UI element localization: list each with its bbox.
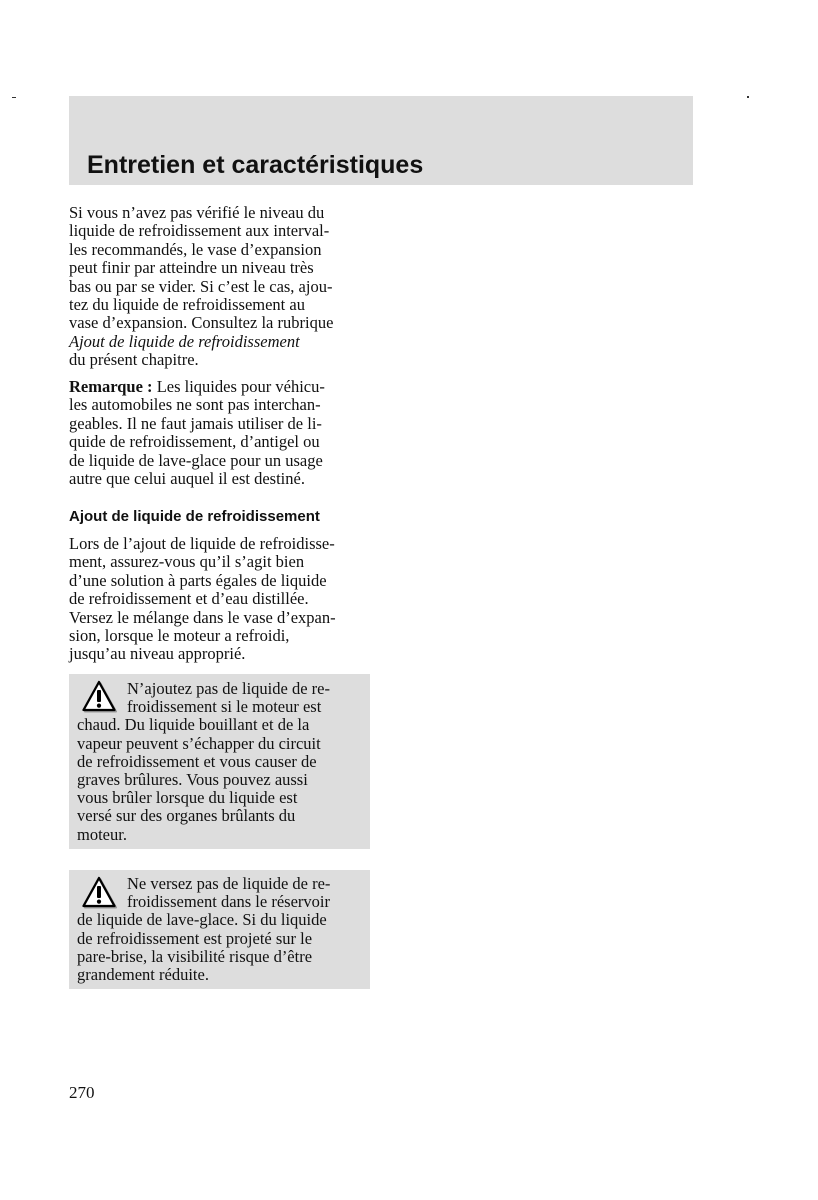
body-line: du présent chapitre.	[69, 350, 199, 370]
warning-line: moteur.	[77, 824, 127, 844]
body-line: peut finir par atteindre un niveau très	[69, 258, 314, 278]
warning-line: graves brûlures. Vous pouvez aussi	[77, 769, 308, 789]
body-line: Versez le mélange dans le vase d’expan-	[69, 607, 336, 627]
remark-paragraph	[69, 378, 369, 488]
body-line: geables. Il ne faut jamais utiliser de li-	[69, 413, 322, 433]
remark-label: Remarque :	[69, 377, 153, 396]
body-line: jusqu’au niveau approprié.	[69, 644, 246, 664]
section-heading: Ajout de liquide de refroidissement	[69, 508, 320, 525]
warning-line: grandement réduite.	[77, 964, 209, 984]
warning-line: chaud. Du liquide bouillant et de la	[77, 715, 310, 735]
body-line: sion, lorsque le moteur a refroidi,	[69, 625, 290, 645]
warning-line: vous brûler lorsque du liquide est	[77, 788, 298, 808]
warning-line: Ne versez pas de liquide de re-	[127, 874, 331, 893]
cross-reference: Ajout de liquide de refroidissement	[69, 331, 300, 351]
body-line: liquide de refroidissement aux interval-	[69, 221, 330, 241]
warning-line: de refroidissement est projeté sur le	[77, 928, 313, 948]
chapter-title: Entretien et caractéristiques	[87, 151, 424, 179]
warning-line: versé sur des organes brûlants du	[77, 806, 296, 826]
body-line: de liquide de lave-glace pour un usage	[69, 450, 323, 470]
warning-box	[69, 674, 370, 849]
body-line: Lors de l’ajout de liquide de refroidisse-	[69, 534, 335, 553]
warning-line: pare-brise, la visibilité risque d’être	[77, 946, 313, 966]
body-line: quide de refroidissement, d’antigel ou	[69, 432, 320, 452]
crop-mark	[747, 96, 749, 98]
warning-box	[69, 870, 370, 989]
warning-line: froidissement si le moteur est	[127, 697, 322, 717]
warning-line: vapeur peuvent s’échapper du circuit	[77, 733, 321, 753]
section-paragraph	[69, 535, 369, 664]
remark-text: Les liquides pour véhicu-	[156, 377, 325, 396]
crop-mark	[12, 97, 16, 98]
warning-triangle-icon	[81, 680, 117, 714]
body-line: les automobiles ne sont pas interchan-	[69, 395, 321, 415]
body-line: tez du liquide de refroidissement au	[69, 294, 305, 314]
body-line: d’une solution à parts égales de liquide	[69, 570, 327, 590]
warning-line: de refroidissement et vous causer de	[77, 751, 317, 771]
warning-line: froidissement dans le réservoir	[127, 892, 330, 912]
body-line: de refroidissement et d’eau distillée.	[69, 589, 309, 609]
warning-triangle-icon	[81, 876, 117, 910]
warning-line: de liquide de lave-glace. Si du liquide	[77, 910, 327, 930]
body-line: ment, assurez-vous qu’il s’agit bien	[69, 552, 305, 572]
body-line: les recommandés, le vase d’expansion	[69, 239, 322, 259]
body-line: autre que celui auquel il est destiné.	[69, 468, 305, 488]
intro-paragraph	[69, 204, 369, 370]
body-line	[69, 378, 369, 396]
chapter-header	[69, 96, 693, 185]
body-line: Si vous n’avez pas vérifié le niveau du	[69, 203, 325, 222]
body-line: vase d’expansion. Consultez la rubrique	[69, 313, 334, 333]
warning-line: N’ajoutez pas de liquide de re-	[127, 679, 330, 698]
body-line: bas ou par se vider. Si c’est le cas, ajou-	[69, 276, 333, 296]
page-number: 270	[69, 1083, 95, 1102]
